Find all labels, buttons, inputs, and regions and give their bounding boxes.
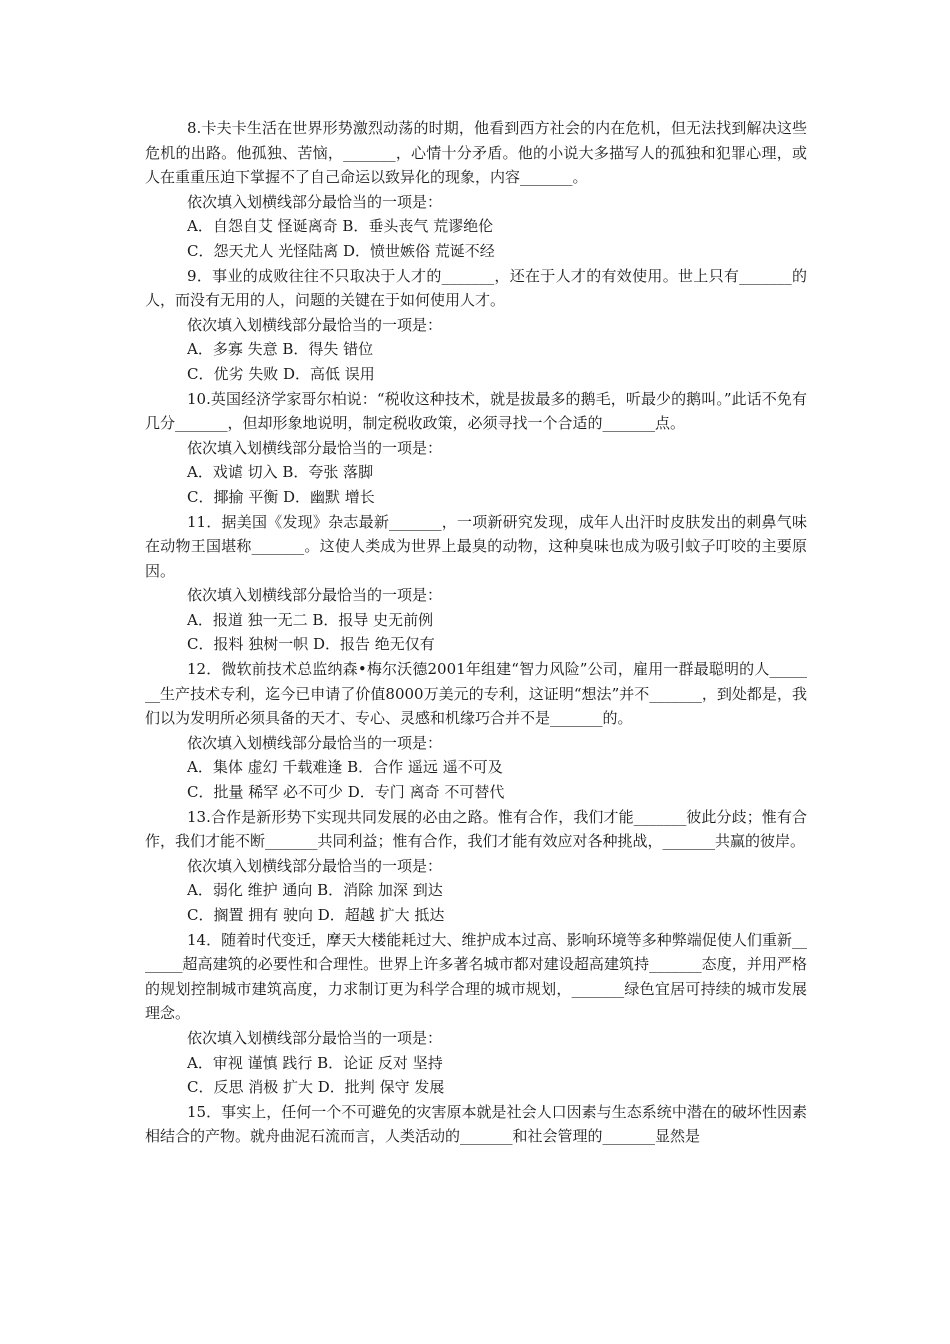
question-stem: 11．据美国《发现》杂志最新_______，一项新研究发现，成年人出汗时皮肤发出的刺鼻气味在动物王国堪称_______。这使人类成为世界上最臭的动物，这种臭味也成为吸引蚊子叮咬的主要原因。	[145, 512, 807, 580]
question-13	[145, 805, 807, 928]
option-line: A．自怨自艾 怪诞离奇 B．垂头丧气 荒谬绝伦	[187, 217, 494, 236]
question-stem: 8.卡夫卡生活在世界形势激烈动荡的时期，他看到西方社会的内在危机，但无法找到解决这些危机的出路。他孤独、苦恼，_______，心情十分矛盾。他的小说大多描写人的孤独和犯罪心理，或人在重重压迫下掌握不了自己命运以致异化的现象，内容_______。	[145, 119, 807, 187]
option-line: A．集体 虚幻 千载难逢 B．合作 遥远 遥不可及	[187, 758, 503, 777]
option-line: A．报道 独一无二 B．报导 史无前例	[187, 610, 434, 629]
option-line: C．批量 稀罕 必不可少 D．专门 离奇 不可替代	[187, 783, 505, 802]
question-stem: 13.合作是新形势下实现共同发展的必由之路。惟有合作，我们才能_______彼此分歧；惟有合作，我们才能不断_______共同利益；惟有合作，我们才能有效应对各种挑战，_______共赢的彼岸。	[145, 807, 807, 851]
option-line: C．搁置 拥有 驶向 D．超越 扩大 抵达	[187, 906, 445, 924]
question-stem: 12．微软前技术总监纳森•梅尔沃德2001年组建“智力风险”公司，雇用一群最聪明的人_______生产技术专利，迄今已申请了价值8000万美元的专利，这证明“想法”并不_______，到处都是，我们以为发明所必须具备的天才、专心、灵感和机缘巧合并不是_______的。	[145, 660, 807, 728]
option-line: A．戏谑 切入 B．夸张 落脚	[187, 463, 374, 482]
question-instruction: 依次填入划横线部分最恰当的一项是：	[187, 856, 443, 875]
question-stem: 14．随着时代变迁，摩天大楼能耗过大、维护成本过高、影响环境等多种弊端促使人们重新_______超高建筑的必要性和合理性。世界上许多著名城市都对建设超高建筑持_______态度，并用严格的规划控制城市建筑高度，力求制订更为科学合理的城市规划，_______绿色宜居可持续的城市发展理念。	[145, 930, 807, 1023]
option-line: C．怨天尤人 光怪陆离 D．愤世嫉俗 荒诞不经	[187, 241, 495, 260]
question-8	[145, 116, 807, 264]
question-9	[145, 264, 807, 387]
option-line: C．优劣 失败 D．高低 误用	[187, 364, 375, 383]
question-instruction: 依次填入划横线部分最恰当的一项是：	[187, 315, 443, 334]
question-10	[145, 387, 807, 510]
question-15	[145, 1100, 807, 1149]
question-11	[145, 510, 807, 658]
option-line: A．弱化 维护 通向 B．消除 加深 到达	[187, 881, 443, 900]
question-instruction: 依次填入划横线部分最恰当的一项是：	[187, 586, 443, 605]
question-stem: 9．事业的成败往往不只取决于人才的_______，还在于人才的有效使用。世上只有_______的人，而没有无用的人，问题的关键在于如何使用人才。	[145, 266, 807, 310]
option-line: C．揶揄 平衡 D．幽默 增长	[187, 487, 375, 506]
question-instruction: 依次填入划横线部分最恰当的一项是：	[187, 192, 443, 211]
question-14	[145, 928, 807, 1100]
option-line: C．反思 消极 扩大 D．批判 保守 发展	[187, 1078, 445, 1097]
option-line: C．报料 独树一帜 D．报告 绝无仅有	[187, 635, 435, 654]
question-instruction: 依次填入划横线部分最恰当的一项是：	[187, 1028, 443, 1047]
question-stem: 15．事实上，任何一个不可避免的灾害原本就是社会人口因素与生态系统中潜在的破坏性因素相结合的产物。就舟曲泥石流而言，人类活动的_______和社会管理的_______显然是	[145, 1102, 807, 1146]
question-instruction: 依次填入划横线部分最恰当的一项是：	[187, 438, 443, 457]
question-12	[145, 657, 807, 805]
option-line: A．审视 谨慎 践行 B．论证 反对 坚持	[187, 1053, 443, 1072]
question-instruction: 依次填入划横线部分最恰当的一项是：	[187, 733, 443, 752]
question-stem: 10.英国经济学家哥尔柏说：“税收这种技术，就是拔最多的鹅毛，听最少的鹅叫。”此话不免有几分_______，但却形象地说明，制定税收政策，必须寻找一个合适的_______点。	[145, 389, 807, 433]
option-line: A．多寡 失意 B．得失 错位	[187, 340, 374, 359]
